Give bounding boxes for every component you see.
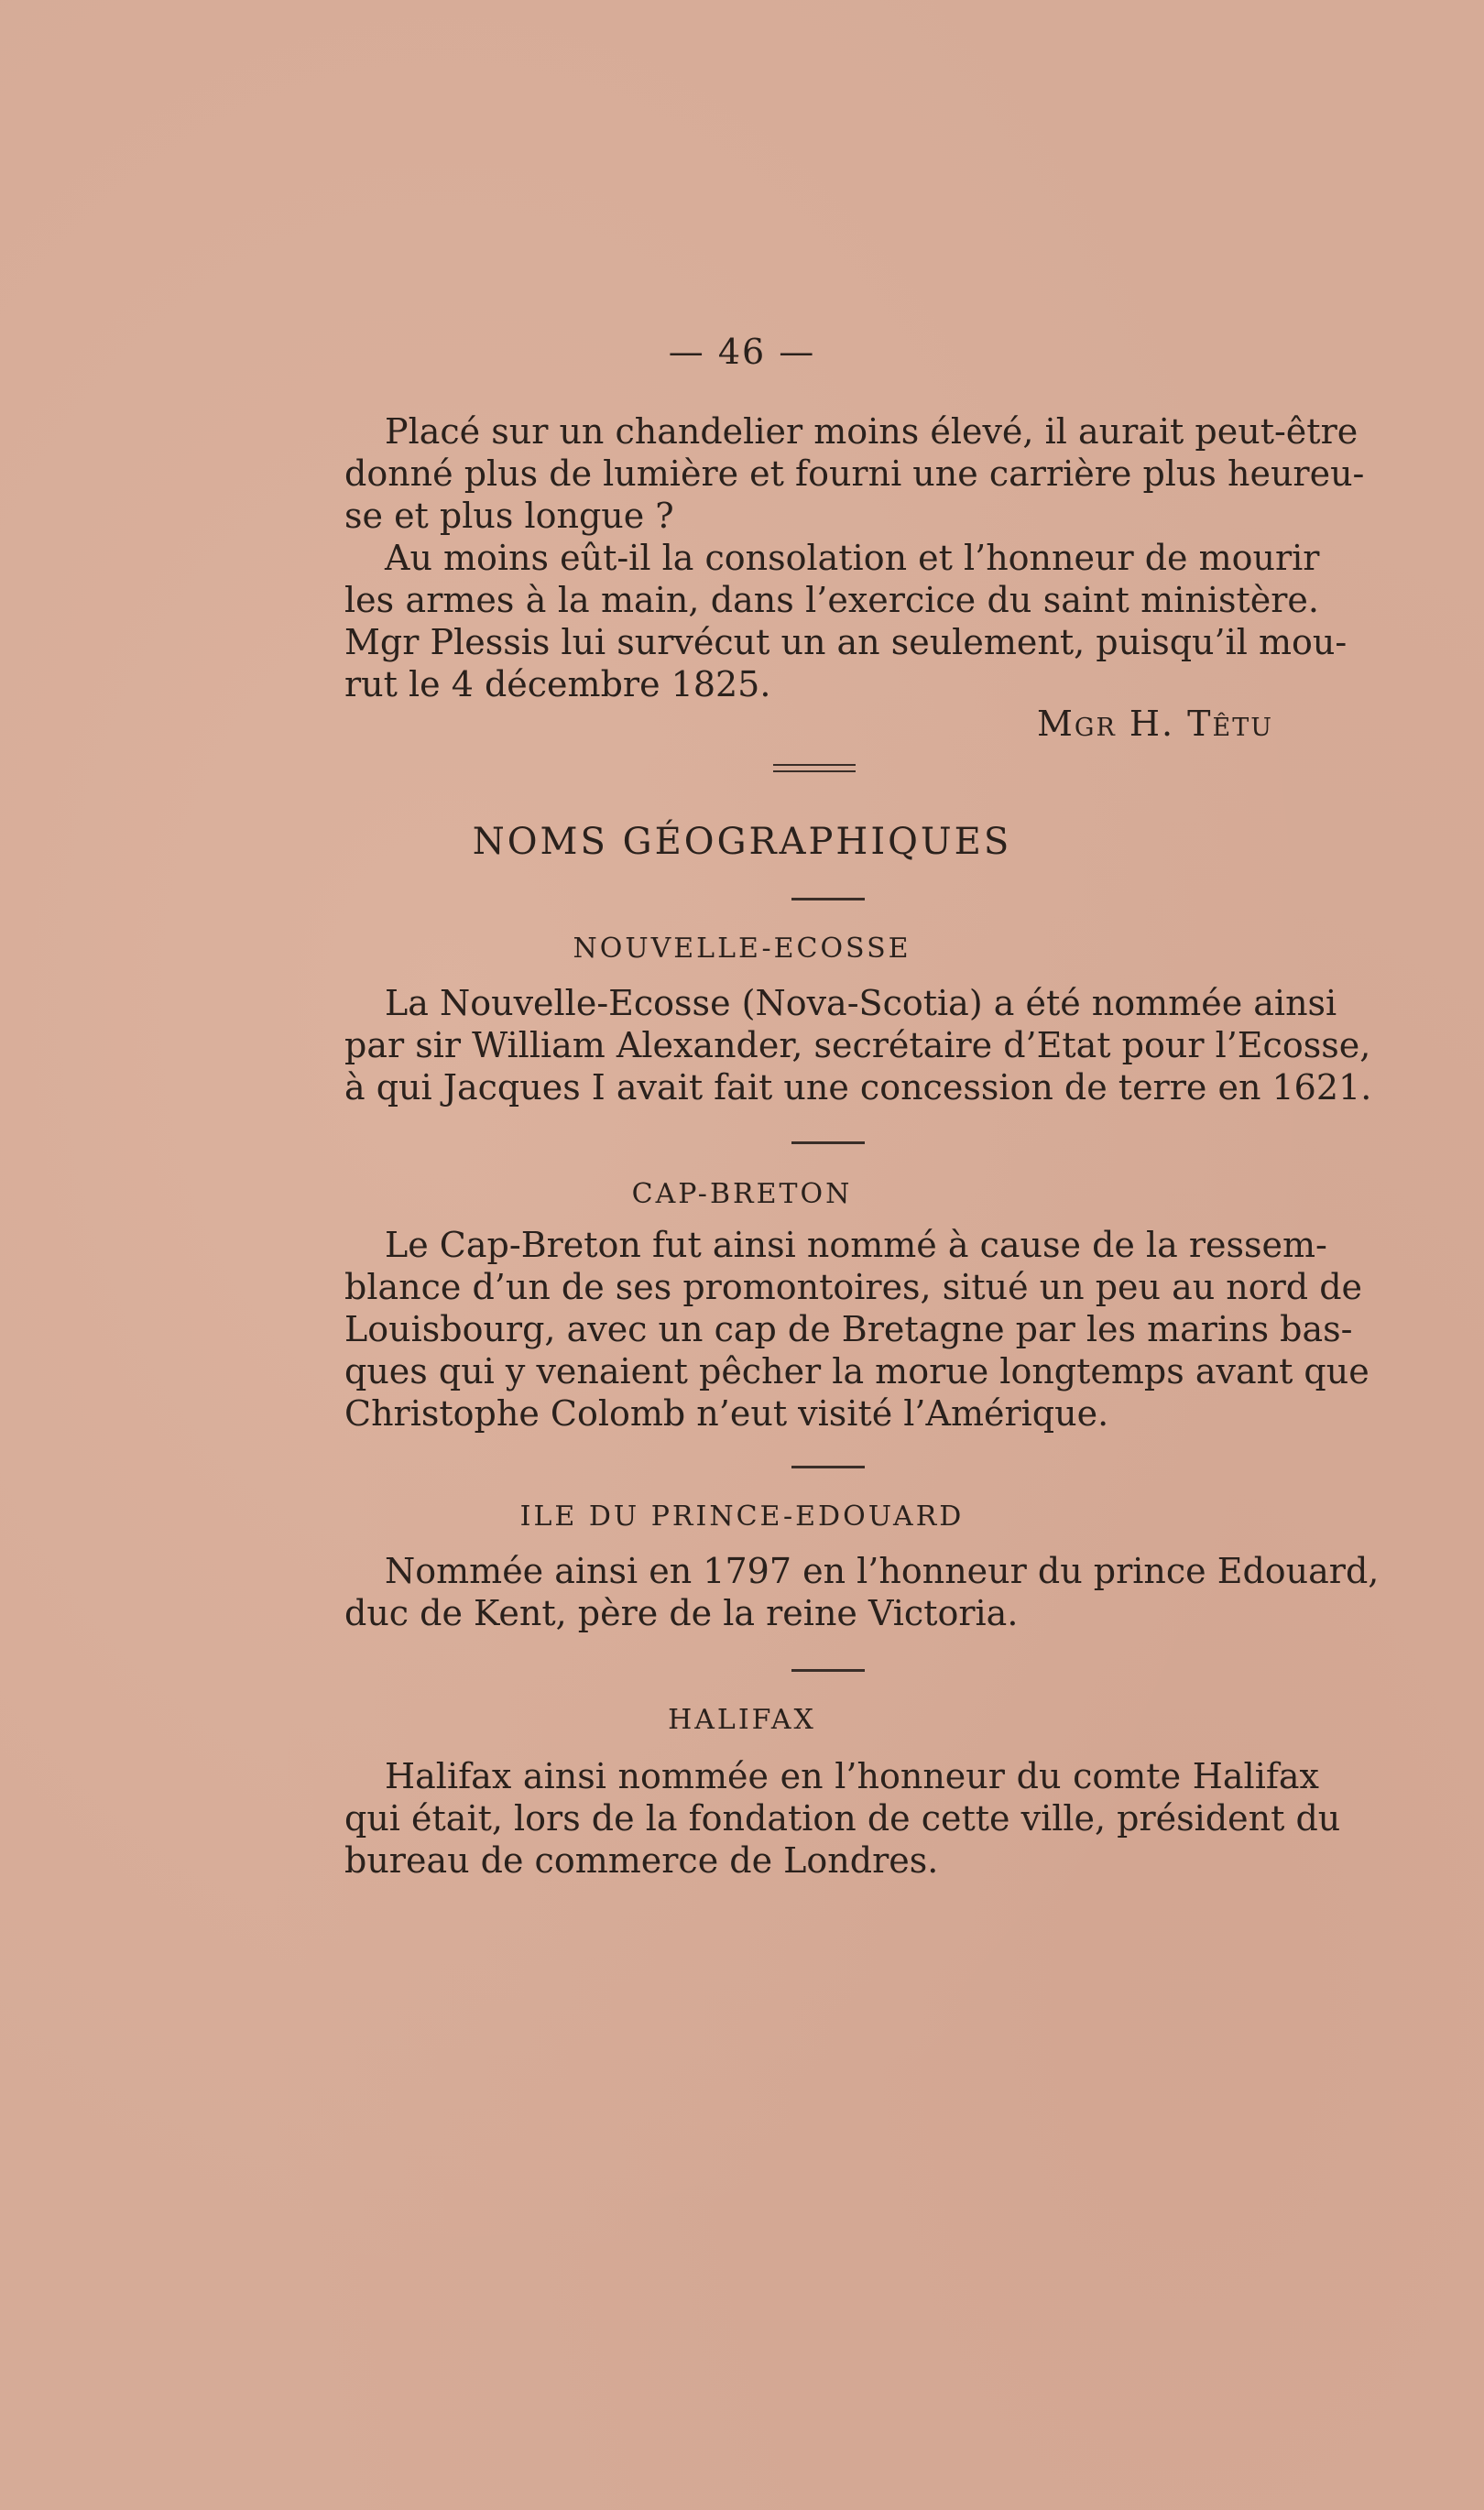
entry-text [344, 1550, 1380, 1634]
text-line: qui était, lors de la fondation de cette ville, président du [344, 1798, 1341, 1839]
intro-text [344, 410, 1365, 705]
text-line: ques qui y venaient pêcher la morue longtemps avant que [344, 1351, 1369, 1391]
page-number: — 46 — [668, 332, 816, 372]
text-line: par sir William Alexander, secrétaire d’Etat pour l’Ecosse, [344, 1025, 1371, 1065]
text-line: Nommée ainsi en 1797 en l’honneur du prince Edouard, [385, 1551, 1380, 1591]
text-line: Louisbourg, avec un cap de Bretagne par les marins bas- [344, 1309, 1353, 1349]
entry-heading: HALIFAX [668, 1704, 816, 1736]
text-line: Au moins eût-il la consolation et l’honneur de mourir [385, 538, 1320, 578]
divider [791, 1669, 865, 1672]
text-line: duc de Kent, père de la reine Victoria. [344, 1593, 1019, 1633]
text-line: Placé sur un chandelier moins élevé, il aurait peut-être [385, 411, 1359, 452]
author-signature: Mgr H. Têtu [1037, 704, 1274, 744]
text-line: Mgr Plessis lui survécut un an seulement, puisqu’il mou- [344, 622, 1348, 662]
text-line: se et plus longue ? [344, 496, 674, 536]
text-line: bureau de commerce de Londres. [344, 1840, 939, 1881]
entry-text [344, 1755, 1341, 1882]
entry-text [344, 1224, 1369, 1435]
divider [791, 1141, 865, 1144]
entry-heading: ILE DU PRINCE-EDOUARD [519, 1501, 965, 1533]
text-line: rut le 4 décembre 1825. [344, 664, 771, 704]
text-line: blance d’un de ses promontoires, situé un peu au nord de [344, 1267, 1363, 1307]
text-line: à qui Jacques I avait fait une concession de terre en 1621. [344, 1067, 1372, 1108]
text-line: Christophe Colomb n’eut visité l’Amérique. [344, 1393, 1109, 1434]
section-divider [773, 764, 856, 772]
text-line: donné plus de lumière et fourni une carrière plus heureu- [344, 453, 1365, 494]
divider [791, 898, 865, 900]
entry-heading: CAP-BRETON [631, 1178, 853, 1210]
entry-heading: NOUVELLE-ECOSSE [573, 933, 911, 965]
text-line: les armes à la main, dans l’exercice du saint ministère. [344, 580, 1319, 620]
entry-text [344, 982, 1372, 1108]
section-title: NOMS GÉOGRAPHIQUES [472, 821, 1012, 863]
text-line: La Nouvelle-Ecosse (Nova-Scotia) a été nommée ainsi [385, 983, 1337, 1023]
divider [791, 1466, 865, 1468]
text-line: Halifax ainsi nommée en l’honneur du comte Halifax [385, 1756, 1319, 1796]
text-line: Le Cap-Breton fut ainsi nommé à cause de la ressem- [385, 1225, 1327, 1265]
